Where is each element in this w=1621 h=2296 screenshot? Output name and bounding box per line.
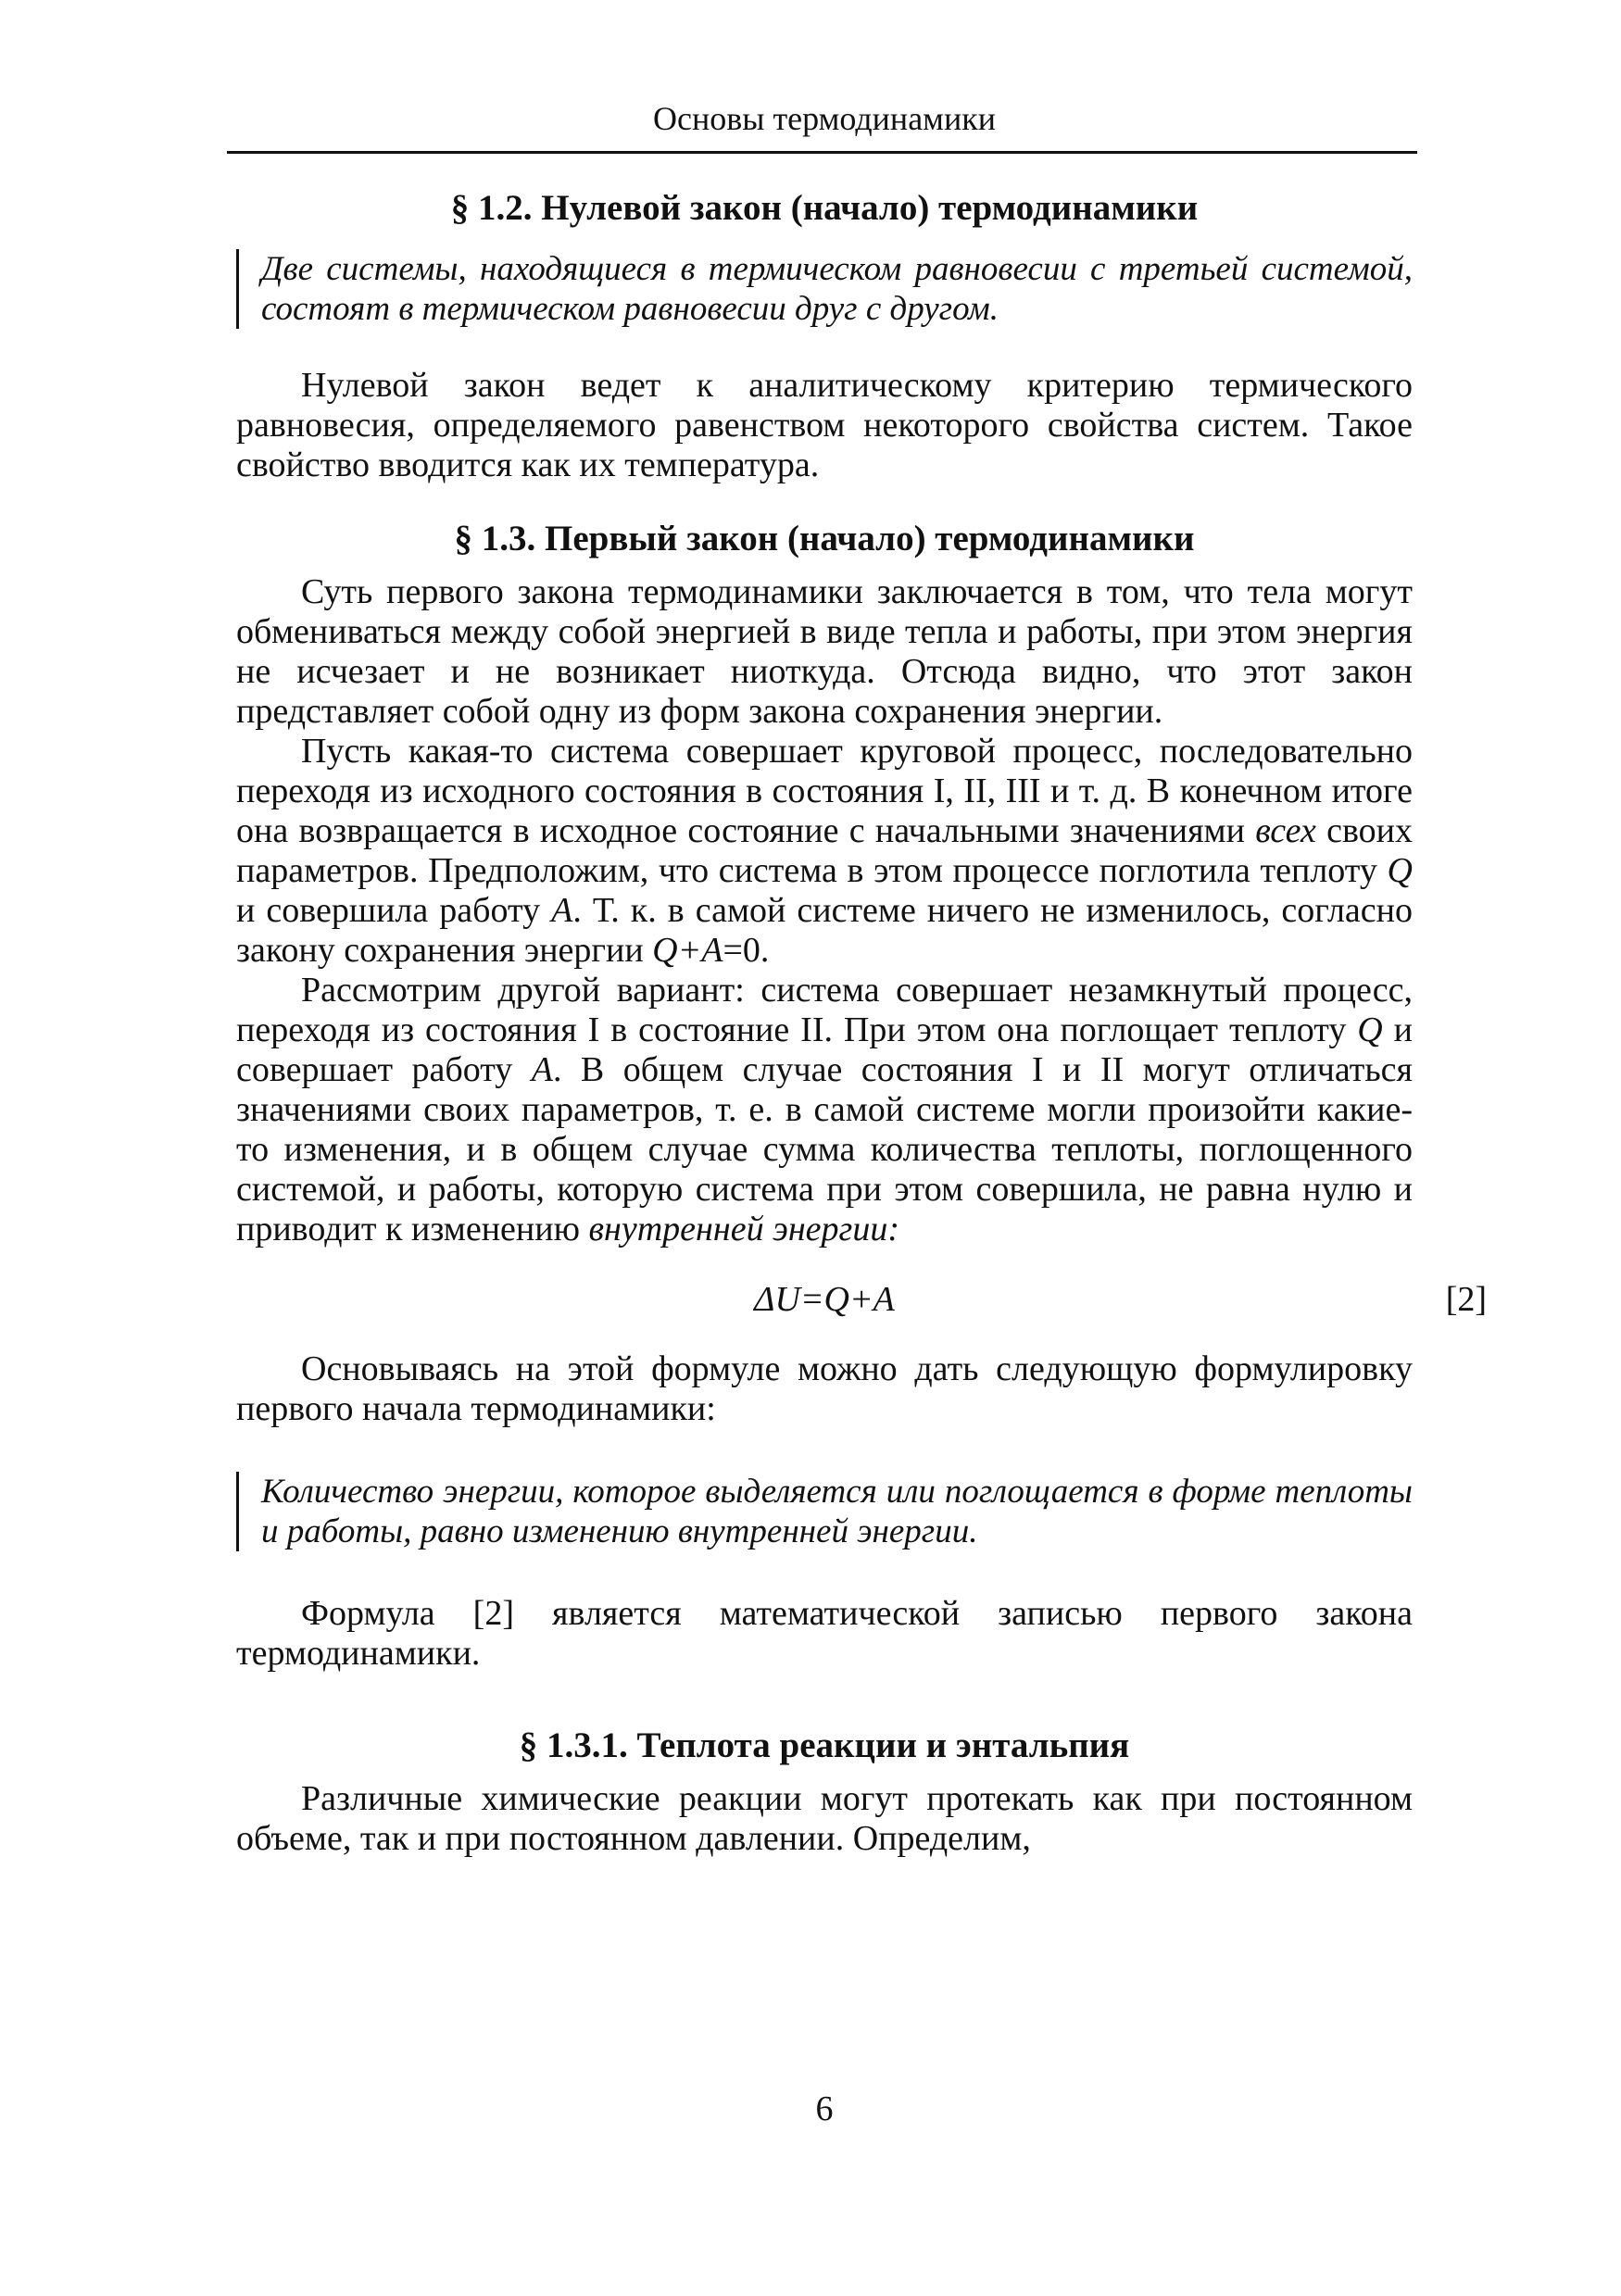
inline-equation: Q+A xyxy=(652,931,723,970)
zeroth-law-statement-text: Две системы, находящиеся в термическом равновесии с третьей системой, состоят в термическом равновесии друг с другом. xyxy=(261,250,1413,328)
first-law-paragraph-1: Суть первого закона термодинамики заключается в том, что тела могут обмениваться между собой энергией в виде тепла и работы, при этом энергия не исчезает и не возникает ниоткуда. Отсюда видно, что этот закон представляет собой одну из форм закона сохранения энергии. xyxy=(236,572,1413,731)
running-head: Основы термодинамики xyxy=(653,100,996,137)
first-law-paragraph-2: Пусть какая-то система совершает круговой процесс, последовательно переходя из исходного состояния в состояния I, II, III и т. д. В конечном итоге она возвращается в исходное состояние с начальными значениями всех своих параметров. Предположим, что система в этом процессе поглотила теплоту Q и совершила работу A. Т. к. в самой системе ничего не изменилось, согласно закону сохранения энергии Q+A=0. xyxy=(236,732,1413,970)
symbol-q: Q xyxy=(1357,1010,1383,1049)
enthalpy-paragraph-1: Различные химические реакции могут протекать как при постоянном объеме, так и при постоянном давлении. Определим, xyxy=(236,1779,1413,1858)
first-law-paragraph-5: Формула [2] является математической записью первого закона термодинамики. xyxy=(236,1594,1413,1673)
zeroth-law-paragraph: Нулевой закон ведет к аналитическому критерию термического равновесия, определяемого равенством некоторого свойства систем. Такое свойство вводится как их температура. xyxy=(236,366,1413,484)
section-1-2-heading: § 1.2. Нулевой закон (начало) термодинамики xyxy=(450,188,1199,228)
zeroth-law-statement xyxy=(236,249,1413,329)
section-1-3-1-heading: § 1.3.1. Теплота реакции и энтальпия xyxy=(519,1725,1130,1765)
equation-2 xyxy=(236,1275,1487,1324)
header-rule xyxy=(227,151,1417,154)
first-law-statement xyxy=(236,1472,1413,1551)
symbol-a: A xyxy=(531,1050,553,1089)
first-law-paragraph-4: Основываясь на этой формуле можно дать следующую формулировку первого начала термодинамики: xyxy=(236,1349,1413,1428)
page-content xyxy=(236,188,1487,1859)
statement-bar xyxy=(236,1472,239,1551)
first-law-statement-text: Количество энергии, которое выделяется или поглощается в форме теплоты и работы, равно изменению внутренней энергии. xyxy=(261,1473,1413,1550)
emphasis-all: всех xyxy=(1255,811,1316,850)
section-1-3-heading: § 1.3. Первый закон (начало) термодинамики xyxy=(454,519,1195,558)
symbol-q: Q xyxy=(1387,851,1413,890)
equation-body: ΔU=Q+A xyxy=(754,1280,895,1319)
first-law-paragraph-3: Рассмотрим другой вариант: система совершает незамкнутый процесс, переходя из состояния I в состояние II. При этом она поглощает теплоту Q и совершает работу A. В общем случае состояния I и II могут отличаться значениями своих параметров, т. е. в самой системе могли произойти какие-то изменения, и в общем случае сумма количества теплоты, поглощенного системой, и работы, которую система при этом совершила, не равна нулю и приводит к изменению внутренней энергии: xyxy=(236,971,1413,1248)
document-page xyxy=(236,0,1487,2296)
statement-bar xyxy=(236,249,239,329)
emphasis-internal-energy: внутренней энергии: xyxy=(588,1210,900,1248)
equation-number: [2] xyxy=(1445,1280,1487,1319)
page-number: 6 xyxy=(815,2089,834,2128)
symbol-a: A xyxy=(551,891,573,930)
